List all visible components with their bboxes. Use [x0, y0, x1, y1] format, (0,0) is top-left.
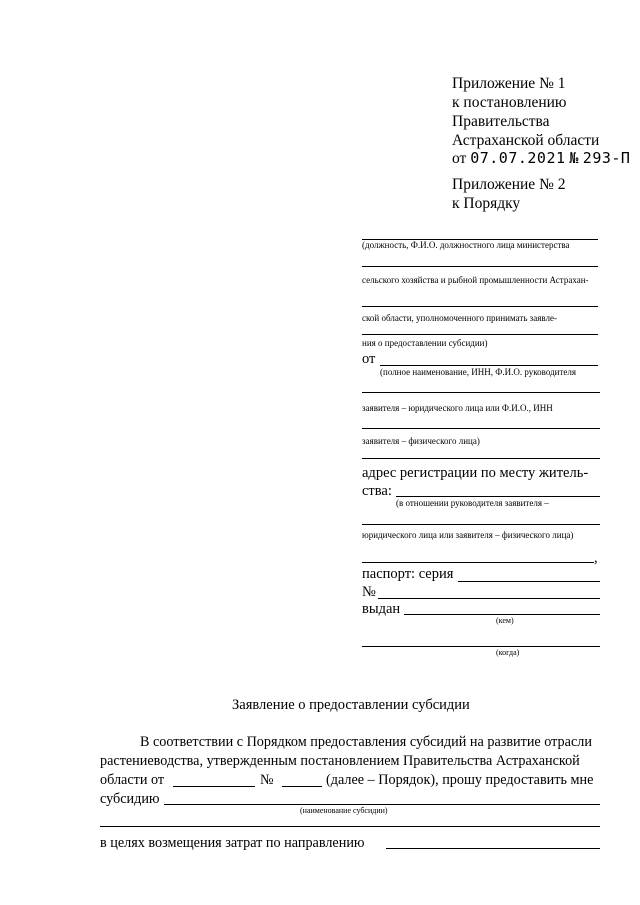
passport-number-label: №	[362, 584, 376, 600]
government-label: Правительства	[452, 113, 550, 130]
passport-number-line[interactable]	[378, 598, 600, 599]
number-sign: №	[569, 149, 579, 167]
applicant-caption-1: (полное наименование, ИНН, Ф.И.О. руководителя	[380, 367, 577, 377]
passport-series-line[interactable]	[458, 581, 600, 582]
address-line-2[interactable]	[362, 524, 600, 525]
subsidy-label: субсидию	[100, 791, 160, 807]
address-caption-2: юридического лица или заявителя – физического лица)	[362, 530, 574, 540]
subsidy-name-line[interactable]	[164, 804, 600, 805]
paragraph-line-2: растениеводства, утвержденным постановлением Правительства Астраханской	[100, 753, 580, 769]
address-line-3[interactable]	[362, 562, 594, 563]
to-procedure-label: к Порядку	[452, 195, 521, 212]
address-label-2: ства:	[362, 483, 392, 499]
applicant-line-3[interactable]	[362, 428, 600, 429]
resolution-date: 07.07.2021	[470, 149, 566, 167]
purpose-line[interactable]	[386, 848, 600, 849]
applicant-line-2[interactable]	[362, 392, 600, 393]
to-resolution-label: к постановлению	[452, 94, 567, 111]
addressee-line-4[interactable]	[362, 334, 598, 335]
appendix-1-label: Приложение № 1	[452, 75, 566, 92]
number-field-line[interactable]	[282, 786, 322, 787]
address-comma: ,	[594, 550, 598, 566]
subsidy-continuation-line[interactable]	[100, 826, 600, 827]
issued-by-line[interactable]	[404, 614, 600, 615]
resolution-date-line	[452, 149, 630, 168]
issued-when-caption: (когда)	[496, 648, 520, 657]
date-field-line[interactable]	[173, 786, 255, 787]
appendix-2-label: Приложение № 2	[452, 176, 566, 193]
paragraph-line-3-start: области от	[100, 772, 165, 788]
issued-by-caption: (кем)	[496, 616, 514, 625]
address-caption-1: (в отношении руководителя заявителя –	[396, 498, 549, 508]
applicant-caption-3: заявителя – физического лица)	[362, 436, 480, 446]
resolution-number: 293-П	[582, 149, 631, 167]
address-line-1[interactable]	[396, 496, 600, 497]
paragraph-line-3-num: №	[260, 772, 274, 788]
from-applicant-label: от	[362, 351, 376, 367]
addressee-caption-2: сельского хозяйства и рыбной промышленности Астрахан-	[362, 275, 589, 285]
paragraph-line-3-end: (далее – Порядок), прошу предоставить мне	[326, 772, 594, 788]
purpose-label: в целях возмещения затрат по направлению	[100, 835, 365, 851]
addressee-caption-4: ния о предоставлении субсидии)	[362, 338, 488, 348]
passport-series-label: паспорт: серия	[362, 566, 454, 582]
subsidy-caption: (наименование субсидии)	[300, 806, 388, 815]
addressee-line-3[interactable]	[362, 306, 598, 307]
addressee-line-2[interactable]	[362, 266, 598, 267]
address-label-1: адрес регистрации по месту житель-	[362, 465, 589, 481]
applicant-line-4[interactable]	[362, 458, 600, 459]
region-label: Астраханской области	[452, 132, 600, 149]
from-label: от	[452, 150, 467, 167]
applicant-line-1[interactable]	[380, 365, 598, 366]
application-title: Заявление о предоставлении субсидии	[232, 697, 470, 713]
addressee-caption-3: ской области, уполномоченного принимать заявле-	[362, 313, 557, 323]
addressee-caption-1: (должность, Ф.И.О. должностного лица министерства	[362, 240, 570, 250]
applicant-caption-2: заявителя – юридического лица или Ф.И.О., ИНН	[362, 403, 553, 413]
issued-label: выдан	[362, 601, 401, 617]
issued-date-line[interactable]	[362, 646, 600, 647]
paragraph-line-1: В соответствии с Порядком предоставления субсидий на развитие отрасли	[140, 734, 592, 750]
